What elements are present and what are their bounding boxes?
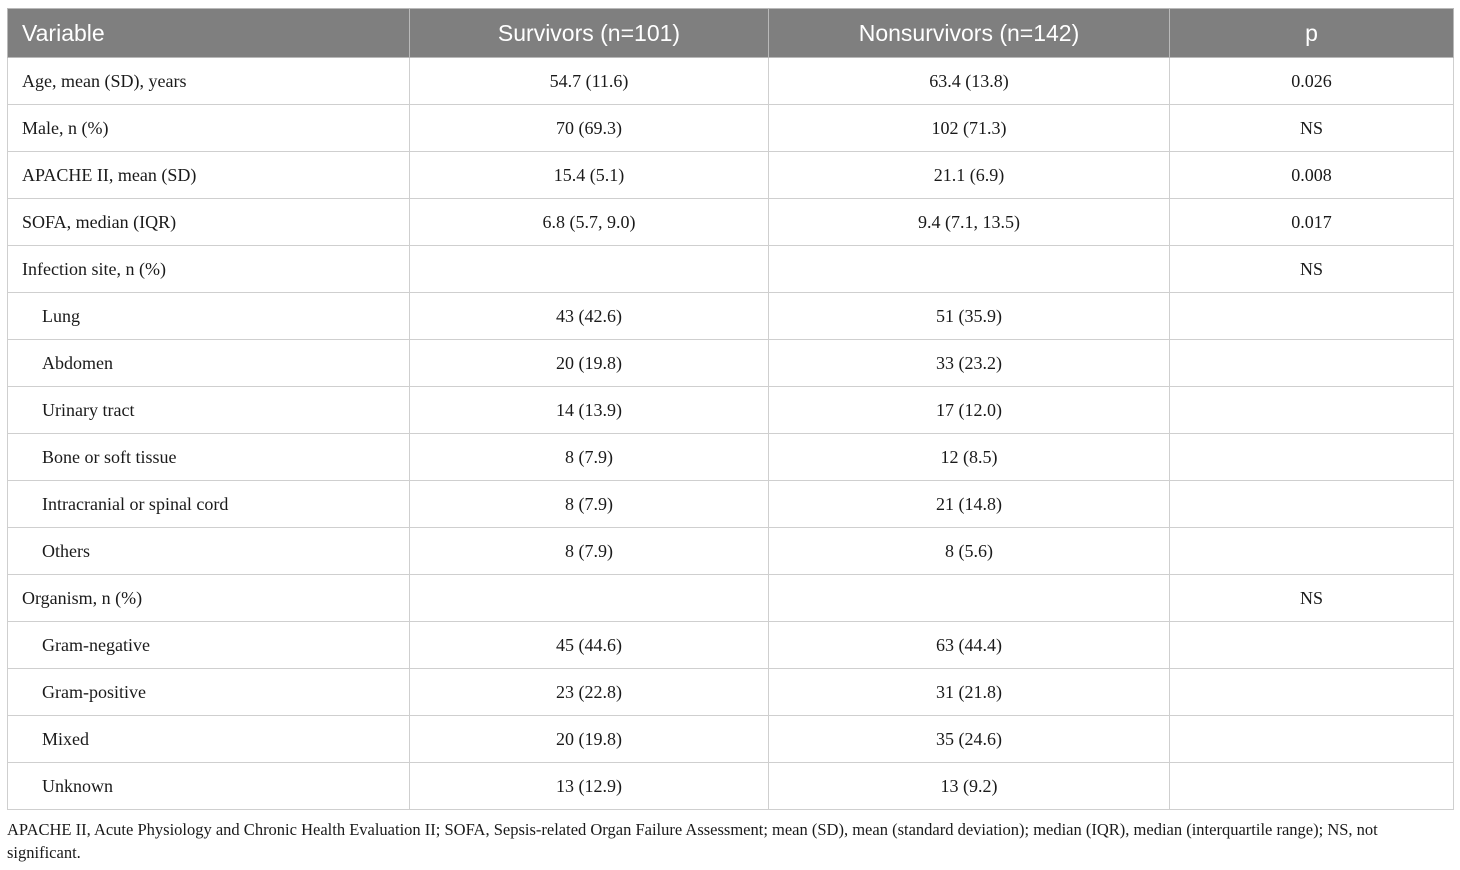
table-body (8, 58, 1454, 810)
cell-variable: Lung (8, 293, 410, 340)
table-row (8, 105, 1454, 152)
cell-survivors: 14 (13.9) (410, 387, 769, 434)
cell-variable: Male, n (%) (8, 105, 410, 152)
cell-nonsurvivors: 17 (12.0) (769, 387, 1170, 434)
cell-p-value: 0.017 (1170, 199, 1454, 246)
cell-nonsurvivors: 102 (71.3) (769, 105, 1170, 152)
cell-variable: SOFA, median (IQR) (8, 199, 410, 246)
cell-variable: Gram-negative (8, 622, 410, 669)
cell-nonsurvivors: 63.4 (13.8) (769, 58, 1170, 105)
cell-survivors: 8 (7.9) (410, 481, 769, 528)
header-survivors: Survivors (n=101) (410, 9, 769, 58)
cell-nonsurvivors (769, 575, 1170, 622)
cell-variable: Abdomen (8, 340, 410, 387)
cell-survivors (410, 575, 769, 622)
cell-variable: APACHE II, mean (SD) (8, 152, 410, 199)
table-row (8, 340, 1454, 387)
table-row (8, 669, 1454, 716)
table-row (8, 152, 1454, 199)
table-row (8, 387, 1454, 434)
cell-nonsurvivors: 12 (8.5) (769, 434, 1170, 481)
cell-p-value (1170, 387, 1454, 434)
cell-survivors: 45 (44.6) (410, 622, 769, 669)
cell-nonsurvivors: 21.1 (6.9) (769, 152, 1170, 199)
header-row (8, 9, 1454, 58)
header-p-value: p (1170, 9, 1454, 58)
cell-p-value (1170, 293, 1454, 340)
cell-variable: Others (8, 528, 410, 575)
cell-variable: Infection site, n (%) (8, 246, 410, 293)
table-row (8, 434, 1454, 481)
cell-nonsurvivors: 21 (14.8) (769, 481, 1170, 528)
header-nonsurvivors: Nonsurvivors (n=142) (769, 9, 1170, 58)
table-row (8, 528, 1454, 575)
cell-p-value (1170, 434, 1454, 481)
cell-p-value (1170, 528, 1454, 575)
table-row (8, 622, 1454, 669)
cell-survivors: 8 (7.9) (410, 528, 769, 575)
header-variable: Variable (8, 9, 410, 58)
cell-survivors: 20 (19.8) (410, 716, 769, 763)
cell-p-value: 0.026 (1170, 58, 1454, 105)
cell-variable: Gram-positive (8, 669, 410, 716)
cell-variable: Unknown (8, 763, 410, 810)
cell-nonsurvivors: 33 (23.2) (769, 340, 1170, 387)
cell-variable: Age, mean (SD), years (8, 58, 410, 105)
cell-survivors: 70 (69.3) (410, 105, 769, 152)
cell-survivors: 8 (7.9) (410, 434, 769, 481)
cell-survivors: 54.7 (11.6) (410, 58, 769, 105)
cell-survivors: 13 (12.9) (410, 763, 769, 810)
cell-p-value (1170, 763, 1454, 810)
table-row (8, 716, 1454, 763)
cell-survivors: 23 (22.8) (410, 669, 769, 716)
cell-survivors: 6.8 (5.7, 9.0) (410, 199, 769, 246)
table-row (8, 246, 1454, 293)
cell-survivors: 20 (19.8) (410, 340, 769, 387)
cell-p-value: NS (1170, 105, 1454, 152)
cell-survivors (410, 246, 769, 293)
cell-nonsurvivors: 9.4 (7.1, 13.5) (769, 199, 1170, 246)
table-header (8, 9, 1454, 58)
cell-p-value (1170, 716, 1454, 763)
cell-p-value (1170, 669, 1454, 716)
cell-p-value (1170, 622, 1454, 669)
cell-survivors: 43 (42.6) (410, 293, 769, 340)
table-row (8, 481, 1454, 528)
cell-nonsurvivors (769, 246, 1170, 293)
cell-p-value: 0.008 (1170, 152, 1454, 199)
table-row (8, 293, 1454, 340)
cell-p-value (1170, 481, 1454, 528)
table-row (8, 575, 1454, 622)
cell-variable: Organism, n (%) (8, 575, 410, 622)
cell-nonsurvivors: 13 (9.2) (769, 763, 1170, 810)
table-row (8, 763, 1454, 810)
table-row (8, 58, 1454, 105)
cell-variable: Intracranial or spinal cord (8, 481, 410, 528)
cell-nonsurvivors: 63 (44.4) (769, 622, 1170, 669)
cell-nonsurvivors: 51 (35.9) (769, 293, 1170, 340)
cell-p-value: NS (1170, 575, 1454, 622)
cell-variable: Bone or soft tissue (8, 434, 410, 481)
cell-nonsurvivors: 35 (24.6) (769, 716, 1170, 763)
cell-survivors: 15.4 (5.1) (410, 152, 769, 199)
patient-characteristics-table (7, 8, 1454, 810)
table-row (8, 199, 1454, 246)
cell-p-value (1170, 340, 1454, 387)
cell-nonsurvivors: 31 (21.8) (769, 669, 1170, 716)
cell-p-value: NS (1170, 246, 1454, 293)
table-footnote: APACHE II, Acute Physiology and Chronic Health Evaluation II; SOFA, Sepsis-related Organ Failure Assessment; mean (SD), mean (standard deviation); median (IQR), median (interquartile range); NS, not significant. (7, 820, 1378, 862)
cell-variable: Urinary tract (8, 387, 410, 434)
data-table-container (7, 8, 1453, 810)
cell-variable: Mixed (8, 716, 410, 763)
cell-nonsurvivors: 8 (5.6) (769, 528, 1170, 575)
